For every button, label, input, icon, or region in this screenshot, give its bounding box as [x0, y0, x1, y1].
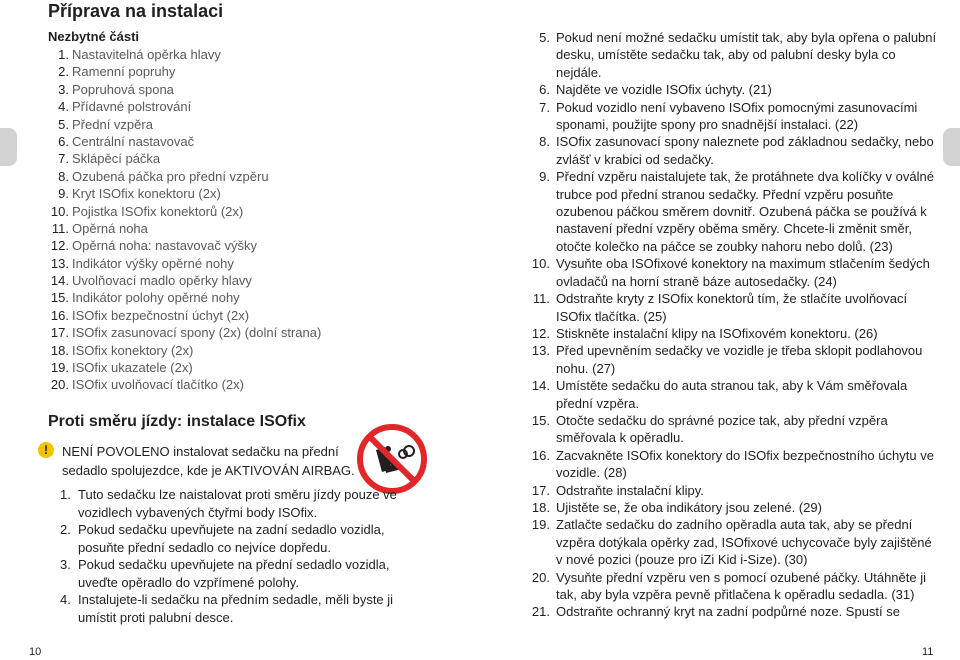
part-item-text: ISOfix zasunovací spony (2x) (dolní strana) [72, 325, 322, 341]
step-item-number: 4. [60, 592, 71, 607]
step-item [528, 447, 938, 482]
step-item-number: 12. [531, 325, 550, 341]
step-item-number: 6. [539, 82, 550, 98]
part-item [48, 98, 348, 115]
part-item-number: 18. [50, 342, 69, 358]
step-item [528, 29, 938, 81]
step-item-number: 20. [531, 569, 550, 585]
step-item-number: 1. [60, 487, 71, 502]
step-item [528, 569, 938, 604]
step-item-text: Odstraňte instalační klipy. [556, 482, 704, 498]
part-item [48, 168, 348, 185]
step-item-text: Instalujete-li sedačku na předním sedadle, měli byste ji umístit proti palubní desce. [78, 592, 394, 625]
part-item-number: 15. [50, 290, 69, 306]
part-item [48, 46, 348, 63]
parts-heading: Nezbytné části [48, 29, 140, 44]
step-item-number: 13. [531, 343, 550, 359]
step-item-number: 19. [531, 517, 550, 533]
part-item-text: ISOfix konektory (2x) [72, 342, 194, 358]
part-item-number: 5. [58, 116, 69, 132]
right-side-tab [943, 128, 960, 166]
part-item-number: 7. [58, 151, 69, 167]
part-item-number: 2. [58, 64, 69, 80]
part-item [48, 359, 348, 376]
steps-right-list [528, 29, 938, 621]
no-airbag-rear-facing-icon [356, 423, 428, 495]
part-item-text: Přídavné polstrování [72, 99, 192, 115]
part-item [48, 255, 348, 272]
part-item-text: Uvolňovací madlo opěrky hlavy [72, 273, 252, 289]
warning-text: NENÍ POVOLENO instalovat sedačku na přední sedadlo spolujezdce, kde je AKTIVOVÁN AIRBAG. [62, 444, 355, 478]
step-item-number: 15. [531, 412, 550, 428]
step-item [528, 133, 938, 168]
step-item-number: 16. [531, 447, 550, 463]
part-item [48, 376, 348, 393]
page-number-left: 10 [29, 646, 42, 658]
step-item [528, 482, 938, 499]
part-item-text: Kryt ISOfix konektoru (2x) [72, 186, 221, 202]
part-item [48, 150, 348, 167]
steps-left-list [48, 486, 408, 626]
page-title: Příprava na instalaci [48, 1, 224, 21]
step-item [48, 521, 408, 556]
part-item-number: 10. [50, 203, 69, 219]
step-item-text: Ujistěte se, že oba indikátory jsou zelené. (29) [556, 499, 822, 515]
step-item-text: Vysuňte přední vzpěru ven s pomocí ozubené páčky. Utáhněte ji tak, aby byla vzpěra pevně přitlačena k opěradlu sedadla. (31) [556, 569, 926, 602]
step-item [528, 290, 938, 325]
part-item [48, 272, 348, 289]
part-item-text: Opěrná noha [72, 220, 148, 236]
part-item-text: Pojistka ISOfix konektorů (2x) [72, 203, 244, 219]
step-item [528, 516, 938, 568]
step-item [528, 342, 938, 377]
part-item [48, 185, 348, 202]
part-item-text: Ozubená páčka pro přední vzpěru [72, 168, 269, 184]
step-item [528, 325, 938, 342]
step-item [528, 99, 938, 134]
part-item-text: Sklápěcí páčka [72, 151, 161, 167]
step-item-number: 7. [539, 99, 550, 115]
part-item [48, 203, 348, 220]
step-item-number: 3. [60, 557, 71, 572]
step-item-number: 14. [531, 378, 550, 394]
step-item-text: Odstraňte ochranný kryt na zadní podpůrné noze. Spustí se [556, 604, 900, 620]
step-item-number: 21. [531, 604, 550, 620]
part-item-text: Ramenní popruhy [72, 64, 176, 80]
part-item-number: 9. [58, 186, 69, 202]
step-item [528, 255, 938, 290]
part-item [48, 237, 348, 254]
step-item-number: 17. [531, 482, 550, 498]
part-item-text: Indikátor výšky opěrné nohy [72, 255, 234, 271]
step-item-number: 11. [532, 291, 550, 307]
part-item-number: 4. [58, 99, 69, 115]
step-item-text: Najděte ve vozidle ISOfix úchyty. (21) [556, 82, 772, 98]
part-item [48, 307, 348, 324]
part-item-number: 3. [58, 81, 69, 97]
step-item [528, 412, 938, 447]
step-item-text: Pokud není možné sedačku umístit tak, aby byla opřena o palubní desku, umístěte sedačku tak, aby od palubní desky byla co nejdále. [556, 30, 937, 80]
part-item-number: 1. [58, 47, 69, 62]
step-item-number: 5. [539, 30, 550, 45]
step-item-number: 18. [531, 499, 550, 515]
step-item-text: ISOfix zasunovací spony naleznete pod základnou sedačky, nebo zvlášť v krabici od sedačky. [556, 134, 934, 167]
left-side-tab [0, 128, 17, 166]
part-item-number: 11. [51, 220, 69, 236]
part-item [48, 220, 348, 237]
step-item-number: 9. [539, 169, 550, 185]
part-item-number: 14. [50, 273, 69, 289]
part-item-number: 16. [50, 307, 69, 323]
step-item-text: Odstraňte kryty z ISOfix konektorů tím, že stlačíte uvolňovací ISOfix tlačítka. (25) [556, 291, 908, 324]
part-item [48, 81, 348, 98]
part-item-text: Přední vzpěra [72, 116, 153, 132]
warning-icon: ! [38, 442, 54, 458]
step-item-number: 10. [531, 256, 550, 272]
step-item-text: Před upevněním sedačky ve vozidle je třeba sklopit podlahovou nohu. (27) [556, 343, 923, 376]
step-item-text: Zacvakněte ISOfix konektory do ISOfix bezpečnostního úchytu ve vozidle. (28) [556, 447, 934, 481]
step-item [528, 499, 938, 516]
step-item [48, 556, 408, 591]
step-item-text: Tuto sedačku lze naistalovat proti směru jízdy pouze ve vozidlech vybavených čtyřmi body ISOfix. [78, 487, 397, 520]
step-item [48, 486, 408, 521]
part-item-number: 12. [50, 238, 69, 254]
part-item-number: 8. [58, 168, 69, 184]
part-item-text: ISOfix bezpečnostní úchyt (2x) [72, 307, 250, 323]
part-item [48, 289, 348, 306]
step-item [528, 603, 938, 620]
part-item-text: Opěrná noha: nastavovač výšky [72, 238, 257, 254]
step-item-text: Přední vzpěru naistalujete tak, že protáhnete dva kolíčky v oválné trubce pod přední stranou sedačky. Přední vzpěru posuňte ozubenou páčkou směrem dovnitř. Ozubená páčka se používá k nastavení přední vzpěry oběma směry. Chcete-li změnit směr, otočte kolečko na páčce se zoubky nahoru nebo dolů. (23) [556, 169, 934, 254]
part-item [48, 116, 348, 133]
part-item-text: Popruhová spona [72, 81, 174, 97]
step-item [528, 81, 938, 98]
step-item-text: Stiskněte instalační klipy na ISOfixovém konektoru. (26) [556, 325, 878, 341]
step-item [528, 377, 938, 412]
step-item-text: Pokud vozidlo není vybaveno ISOfix pomocnými zasunovacími sponami, použijte spony pro snadnější instalaci. (22) [556, 99, 918, 133]
part-item-number: 13. [50, 255, 69, 271]
part-item-text: Nastavitelná opěrka hlavy [72, 47, 221, 62]
step-item-text: Vysuňte oba ISOfixové konektory na maximum stlačením šedých ovladačů na horní straně báze autosedačky. (24) [556, 256, 930, 289]
part-item-number: 17. [50, 325, 69, 341]
part-item-number: 20. [50, 377, 69, 393]
step-item [528, 168, 938, 255]
step-item-number: 8. [539, 134, 550, 150]
parts-list [48, 46, 348, 394]
part-item [48, 324, 348, 341]
part-item-text: Indikátor polohy opěrné nohy [72, 290, 240, 306]
part-item [48, 133, 348, 150]
part-item-text: ISOfix ukazatele (2x) [72, 360, 193, 376]
step-item-number: 2. [60, 522, 71, 537]
step-item-text: Otočte sedačku do správné pozice tak, aby přední vzpěra směřovala k opěradlu. [556, 412, 888, 446]
step-item-text: Pokud sedačku upevňujete na zadní sedadlo vozidla, posuňte přední sedadlo co nejvíce dopředu. [78, 522, 385, 555]
step-item-text: Umístěte sedačku do auta stranou tak, aby k Vám směřovala přední vzpěra. [556, 378, 908, 411]
page-number-right: 11 [922, 646, 934, 658]
part-item [48, 63, 348, 80]
part-item-number: 6. [58, 133, 69, 149]
step-item-text: Zatlačte sedačku do zadního opěradla auta tak, aby se přední vzpěra dotýkala opěrky zad, ISOfixové uchycovače byly zajištěné v nové pozici (pouze pro iZi Kid i-Size). (30) [556, 517, 932, 568]
step-item [48, 591, 408, 626]
section-title: Proti směru jízdy: instalace ISOfix [48, 413, 306, 430]
part-item-number: 19. [50, 360, 69, 376]
step-item-text: Pokud sedačku upevňujete na přední sedadlo vozidla, uveďte opěradlo do vzpřímené polohy. [78, 557, 390, 590]
part-item-text: ISOfix uvolňovací tlačítko (2x) [72, 377, 244, 393]
part-item-text: Centrální nastavovač [72, 133, 195, 149]
part-item [48, 342, 348, 359]
